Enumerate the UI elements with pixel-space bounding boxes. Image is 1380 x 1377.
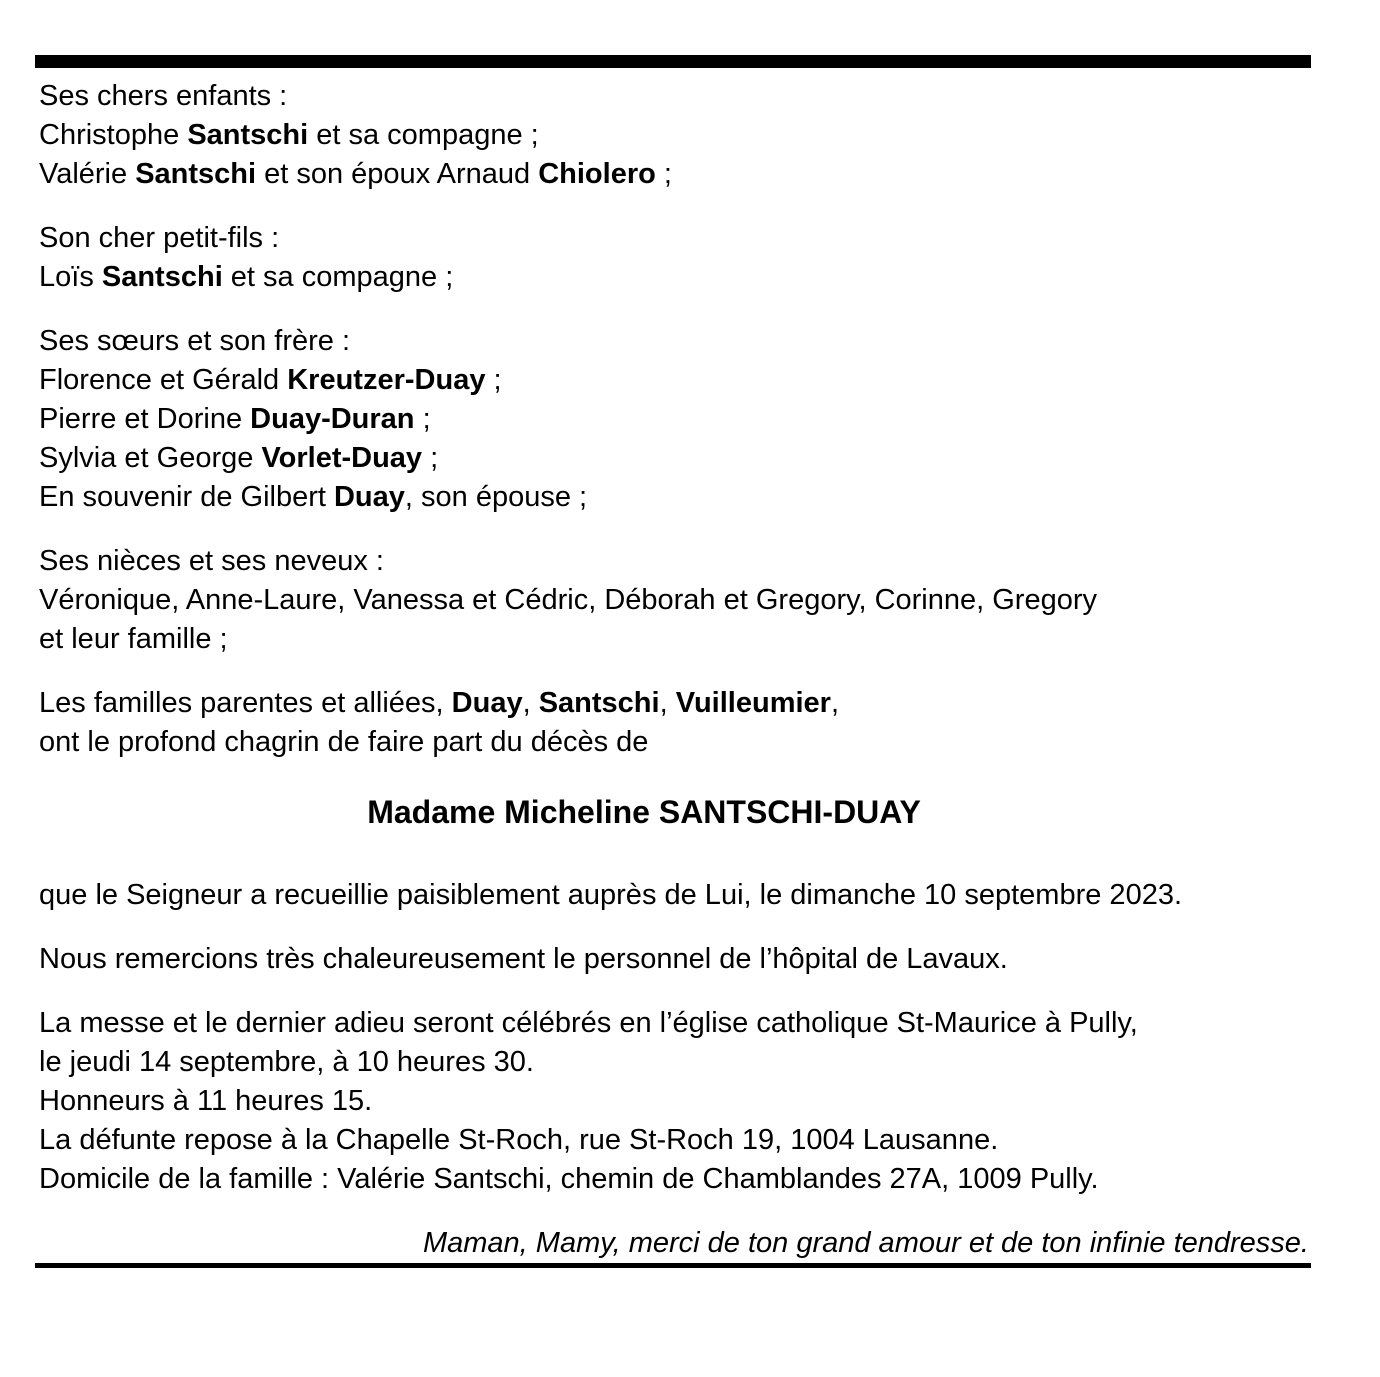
emphasized-name: Chiolero: [538, 158, 656, 190]
deceased-name-title: Madame Micheline SANTSCHI-DUAY: [367, 794, 921, 830]
text-segment: et sa compagne ;: [308, 119, 539, 151]
text-segment: La défunte repose à la Chapelle St-Roch, rue St-Roch 19, 1004 Lausanne.: [39, 1124, 999, 1156]
text-segment: Ses chers enfants :: [39, 80, 288, 112]
top-rule: [35, 55, 1311, 68]
text-segment: ,: [659, 687, 676, 719]
text-line: [35, 1082, 1311, 1121]
text-line: [35, 723, 1311, 762]
text-segment: Pierre et Dorine: [39, 403, 251, 435]
text-segment: ,: [522, 687, 539, 719]
closing-tribute-line: Maman, Mamy, merci de ton grand amour et de ton infinie tendresse.: [422, 1227, 1309, 1259]
text-line: [35, 542, 1311, 581]
text-line: [35, 684, 1311, 723]
text-segment: Les familles parentes et alliées,: [39, 687, 452, 719]
text-segment: ,: [830, 687, 840, 719]
text-segment: Nous remercions très chaleureusement le personnel de l’hôpital de Lavaux.: [39, 943, 1008, 975]
text-segment: Sylvia et George: [39, 442, 262, 474]
text-line: [35, 1043, 1311, 1082]
paragraph: [35, 542, 1311, 659]
paragraph: [35, 322, 1311, 517]
text-segment: Son cher petit-fils :: [39, 222, 280, 254]
text-segment: Ses nièces et ses neveux :: [39, 545, 384, 577]
text-segment: En souvenir de Gilbert: [39, 481, 334, 513]
text-segment: que le Seigneur a recueillie paisiblement auprès de Lui, le dimanche 10 septembre 2023.: [39, 879, 1183, 911]
text-line: [35, 1160, 1311, 1199]
text-segment: Domicile de la famille : Valérie Santschi, chemin de Chamblandes 27A, 1009 Pully.: [39, 1163, 1099, 1195]
text-line: [35, 322, 1311, 361]
text-line: [35, 1121, 1311, 1160]
text-line: [35, 1004, 1311, 1043]
emphasized-name: Duay: [333, 481, 405, 513]
bottom-rule: [35, 1263, 1311, 1268]
text-line: [35, 116, 1311, 155]
emphasized-name: Duay-Duran: [250, 403, 415, 435]
text-line: [35, 258, 1311, 297]
text-line: [35, 361, 1311, 400]
text-line: [35, 439, 1311, 478]
text-segment: ;: [485, 364, 502, 396]
paragraph: [35, 940, 1311, 979]
text-line: [35, 940, 1311, 979]
emphasized-name: Santschi: [187, 119, 309, 151]
obituary-page: [35, 55, 1311, 1268]
emphasized-name: Santschi: [538, 687, 660, 719]
text-segment: ;: [655, 158, 672, 190]
text-segment: et leur famille ;: [39, 623, 228, 655]
emphasized-name: Vuilleumier: [675, 687, 831, 719]
text-segment: Florence et Gérald: [39, 364, 288, 396]
text-segment: , son épouse ;: [404, 481, 588, 513]
text-segment: Ses sœurs et son frère :: [39, 325, 351, 357]
emphasized-name: Kreutzer-Duay: [287, 364, 486, 396]
text-line: [35, 620, 1311, 659]
text-line: [35, 219, 1311, 258]
text-segment: le jeudi 14 septembre, à 10 heures 30.: [39, 1046, 534, 1078]
family-listing: [35, 77, 1311, 762]
text-segment: ont le profond chagrin de faire part du décès de: [39, 726, 649, 758]
paragraph: [35, 77, 1311, 194]
emphasized-name: Santschi: [135, 158, 257, 190]
announcement-details: [35, 876, 1311, 1199]
text-segment: Loïs: [39, 261, 102, 293]
text-segment: ;: [414, 403, 431, 435]
emphasized-name: Santschi: [101, 261, 223, 293]
text-segment: La messe et le dernier adieu seront célébrés en l’église catholique St-Maurice à Pully,: [39, 1007, 1138, 1039]
text-segment: Honneurs à 11 heures 15.: [39, 1085, 373, 1117]
text-segment: Valérie: [39, 158, 136, 190]
emphasized-name: Duay: [451, 687, 523, 719]
text-line: [35, 876, 1311, 915]
paragraph: [35, 684, 1311, 762]
text-line: [35, 155, 1311, 194]
text-line: [35, 478, 1311, 517]
text-segment: Christophe: [39, 119, 188, 151]
text-line: [35, 581, 1311, 620]
text-line: [35, 400, 1311, 439]
text-segment: ;: [422, 442, 439, 474]
paragraph: [35, 1004, 1311, 1199]
text-segment: Véronique, Anne-Laure, Vanessa et Cédric, Déborah et Gregory, Corinne, Gregory: [39, 584, 1098, 616]
text-segment: et son époux Arnaud: [256, 158, 539, 190]
emphasized-name: Vorlet-Duay: [261, 442, 423, 474]
text-segment: et sa compagne ;: [222, 261, 454, 293]
paragraph: [35, 876, 1311, 915]
text-line: [35, 77, 1311, 116]
paragraph: [35, 219, 1311, 297]
